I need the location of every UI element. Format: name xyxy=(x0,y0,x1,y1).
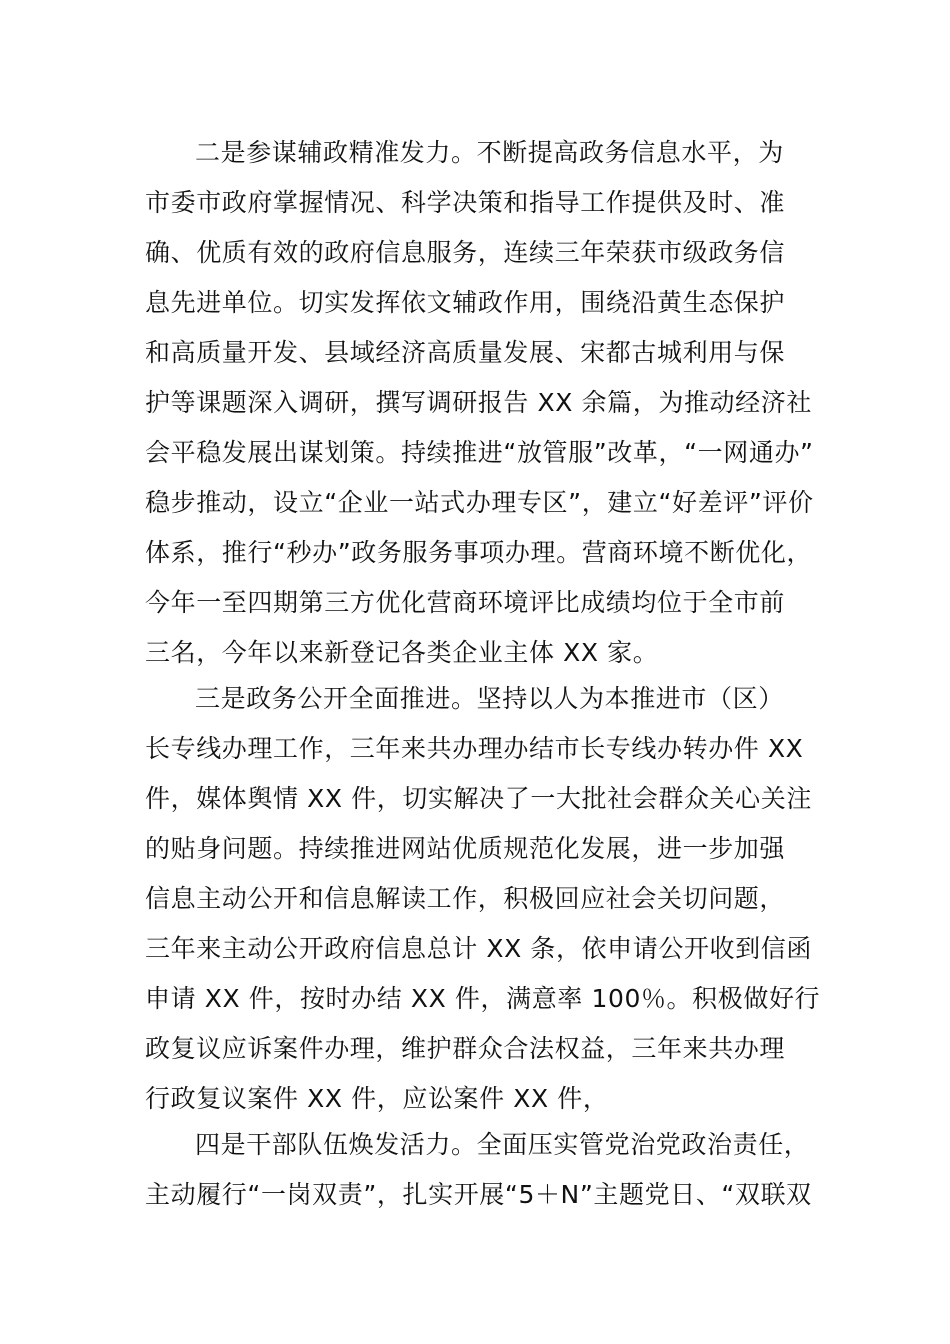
paragraph-3-line-5: 信息主动公开和信息解读工作，积极回应社会关切问题， xyxy=(145,884,786,913)
paragraph-2-line-8: 稳步推动，设立“企业一站式办理专区”，建立“好差评”评价 xyxy=(145,488,814,517)
paragraph-4-line-1: 四是干部队伍焕发活力。全面压实管党治党政治责任， xyxy=(195,1130,810,1159)
paragraph-2-line-5: 和高质量开发、县域经济高质量发展、宋都古城利用与保 xyxy=(145,338,786,367)
paragraph-3-line-4: 的贴身问题。持续推进网站优质规范化发展，进一步加强 xyxy=(145,834,786,863)
paragraph-2-line-11: 三名，今年以来新登记各类企业主体 XX 家。 xyxy=(145,638,659,667)
paragraph-3-line-9: 行政复议案件 XX 件，应讼案件 XX 件， xyxy=(145,1084,609,1113)
paragraph-2-line-3: 确、优质有效的政府信息服务，连续三年荣获市级政务信 xyxy=(145,238,786,267)
paragraph-2-line-9: 体系，推行“秒办”政务服务事项办理。营商环境不断优化， xyxy=(145,538,813,567)
paragraph-2-line-4: 息先进单位。切实发挥依文辅政作用，围绕沿黄生态保护 xyxy=(145,288,786,317)
paragraph-3-line-7: 申请 XX 件，按时办结 XX 件，满意率 100％。积极做好行 xyxy=(145,984,821,1013)
paragraph-3-line-1: 三是政务公开全面推进。坚持以人为本推进市（区） xyxy=(195,684,784,713)
paragraph-2-line-6: 护等课题深入调研，撰写调研报告 XX 余篇，为推动经济社 xyxy=(145,388,812,417)
paragraph-3-line-2: 长专线办理工作，三年来共办理办结市长专线办转办件 XX xyxy=(145,734,804,763)
paragraph-2-line-1: 二是参谋辅政精准发力。不断提高政务信息水平，为 xyxy=(195,138,784,167)
paragraph-3-line-3: 件，媒体舆情 XX 件，切实解决了一大批社会群众关心关注 xyxy=(145,784,812,813)
paragraph-2-line-10: 今年一至四期第三方优化营商环境评比成绩均位于全市前 xyxy=(145,588,786,617)
paragraph-4-line-2: 主动履行“一岗双责”，扎实开展“5＋N”主题党日、“双联双 xyxy=(145,1180,812,1209)
paragraph-3-line-8: 政复议应诉案件办理，维护群众合法权益，三年来共办理 xyxy=(145,1034,786,1063)
paragraph-2-line-2: 市委市政府掌握情况、科学决策和指导工作提供及时、准 xyxy=(145,188,786,217)
paragraph-2-line-7: 会平稳发展出谋划策。持续推进“放管服”改革，“一网通办” xyxy=(145,438,814,467)
paragraph-3-line-6: 三年来主动公开政府信息总计 XX 条，依申请公开收到信函 xyxy=(145,934,812,963)
